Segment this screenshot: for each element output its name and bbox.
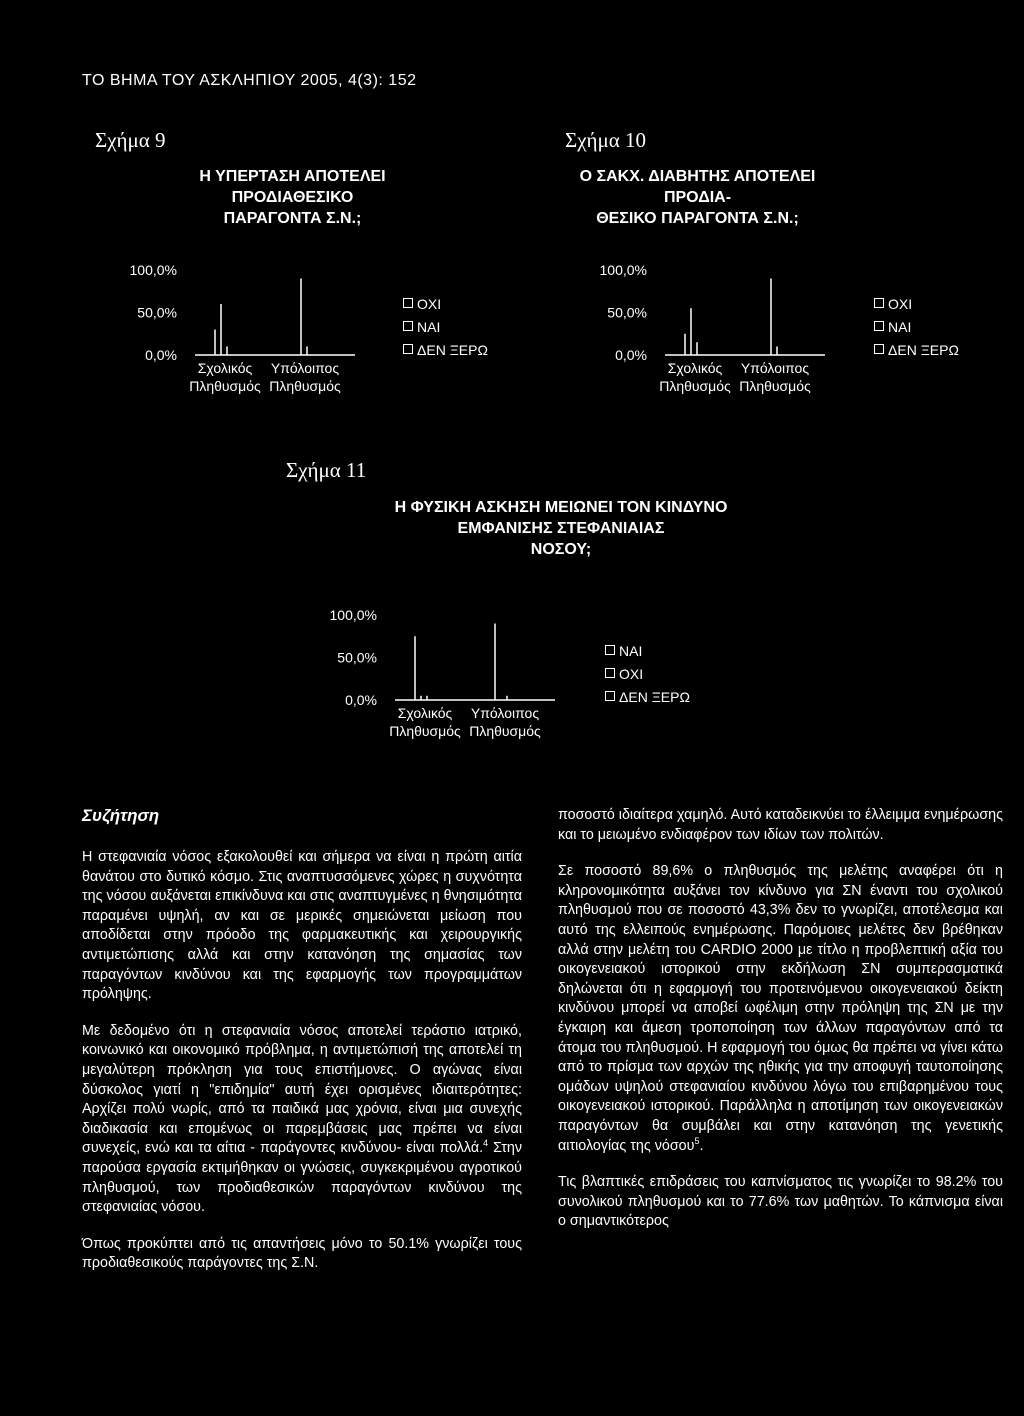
legend-item: ΟΧΙ [874, 293, 959, 316]
paragraph: ποσοστό ιδιαίτερα χαμηλό. Αυτό καταδεικνύει το έλλειμμα ενημέρωσης και το μειωμένο ενδιαφέρον των ιδίων των πολιτών. [558, 807, 1003, 843]
x-tick-label: Υπόλοιπος [470, 705, 540, 721]
legend-item: ΔΕΝ ΞΕΡΩ [403, 339, 488, 362]
x-tick-label: Σχολικός [397, 705, 453, 721]
legend-swatch-icon [605, 645, 615, 655]
y-tick-label: 0,0% [145, 347, 177, 363]
chart-figure-11 [300, 600, 600, 760]
y-tick-label: 100,0% [599, 262, 647, 278]
left-column [82, 848, 522, 1291]
figure-title: Η ΥΠΕΡΤΑΣΗ ΑΠΟΤΕΛΕΙ ΠΡΟΔΙΑΘΕΣΙΚΟ ΠΑΡΑΓΟΝΤΑ Σ.Ν.; [199, 168, 386, 227]
legend-item: ΔΕΝ ΞΕΡΩ [874, 339, 959, 362]
legend-swatch-icon [605, 691, 615, 701]
paragraph: Σε ποσοστό 89,6% ο πληθυσμός της μελέτης αναφέρει ότι η κληρονομικότητα αυξάνει τον κίνδυνο για ΣΝ έναντι του σχολικού πληθυσμού που σε ποσοστό 43,3% δεν το γνωρίζει, αποτέλεσμα και αυτό της ελλειπούς ενημέρωσης. Παρόμοιες μελέτες δεν βρέθηκαν αλλά στην μελέτη του CARDIO 2000 με τίτλο η προβλεπτική αξία του οικογενειακού ιστορικού στην εκδήλωση ΣΝ συμπερασματικά δηλώνεται ότι η εφαρμογή του προτεινόμενου οικογενειακού δείκτη κινδύνου μπορεί να αποβεί ωφέλιμη στην πρόληψη της ΣΝ με την έγκαιρη και άμεση τροποποίηση των άλλων παραγόντων από τα άτομα του πληθυσμού. Η εφαρμογή του όμως θα πρέπει να γίνει κάτω από το πρίσμα των αρχών της ηθικής για την αποφυγή ταυτοποίησης ομάδων υψηλού στεφανιαίου κινδύνου λόγω του επιβαρημένου τους οικογενειακού ιστορικού. Παράλληλα η αποτίμηση των οικογενειακών παραγόντων θα συμβάλει και στην κατανόηση της γενετικής αιτιολογίας της νόσου$^5$. [558, 863, 1003, 1154]
legend-swatch-icon [874, 298, 884, 308]
running-header: ΤΟ ΒΗΜΑ ΤΟΥ ΑΣΚΛΗΠΙΟΥ 2005, 4(3): 152 [82, 72, 417, 89]
y-tick-label: 50,0% [137, 304, 177, 321]
y-tick-label: 100,0% [329, 607, 377, 623]
figure-11-heading [286, 458, 736, 560]
chart-figure-10 [570, 255, 870, 405]
x-tick-label: Πληθυσμός [189, 378, 261, 394]
paragraph: Η στεφανιαία νόσος εξακολουθεί και σήμερα να είναι η πρώτη αιτία θανάτου στο δυτικό κόσμο. Στις αναπτυσσόμενες χώρες η συχνότητα της νόσου αυξάνεται επικίνδυνα και στις αναπτυγμένες η θνησιμότητα παραμένει υψηλή, αν και σε μερικές σημειώνεται μείωση που αποδίδεται στην πρόοδο της φαρμακευτικής και χειρουργικής αντιμετώπισης αλλά και στην κατανόηση της σημασίας των παραγόντων κινδύνου και της εφαρμογής των προγραμμάτων πρόληψης. [82, 849, 522, 1003]
legend-item: ΟΧΙ [605, 663, 690, 686]
paragraph: Με δεδομένο ότι η στεφανιαία νόσος αποτελεί τεράστιο ιατρικό, κοινωνικό και οικονομικό πρόβλημα, η αντιμετώπισή της αποτελεί τη μεγαλύτερη πρόκληση για τους επιστήμονες. Ο αγώνας είναι δύσκολος γιατί η "επιδημία" αυτή έχει ορισμένες ιδιαιτερότητες: Αρχίζει πολύ νωρίς, από τα παιδικά μας χρόνια, είναι μια συνεχής διαδικασία και επομένως οι παρεμβάσεις μας πρέπει να είναι συνεχείς, ενώ και τα αίτια - παράγοντες κινδύνου- είναι πολλά.$^4$ Στην παρούσα εργασία εκτιμήθηκαν οι γνώσεις, συγκεκριμένου αγροτικού πληθυσμού, των προδιαθεσικών παραγόντων κινδύνου της στεφανιαίας νόσου. [82, 1022, 522, 1216]
legend-swatch-icon [403, 344, 413, 354]
paragraph: Τις βλαπτικές επιδράσεις του καπνίσματος τις γνωρίζει το 98.2% του συνολικού πληθυσμού και το 77.6% των μαθητών. Το κάπνισμα είναι ο σημαντικότερος [558, 1174, 1003, 1230]
legend-swatch-icon [605, 668, 615, 678]
legend-item: ΔΕΝ ΞΕΡΩ [605, 686, 690, 709]
section-title: Συζήτηση [82, 806, 160, 825]
figure-10-heading [565, 128, 945, 229]
footnote-ref: 5 [694, 1135, 700, 1146]
legend-figure-9 [403, 293, 488, 362]
x-tick-label: Πληθυσμός [659, 378, 731, 394]
figure-number: Σχήμα 11 [286, 458, 367, 482]
legend-swatch-icon [403, 321, 413, 331]
legend-swatch-icon [874, 321, 884, 331]
x-tick-label: Σχολικός [197, 360, 253, 376]
x-tick-label: Υπόλοιπος [270, 360, 340, 376]
y-tick-label: 0,0% [345, 692, 377, 708]
legend-item: ΝΑΙ [403, 316, 488, 339]
right-column [558, 806, 1003, 1249]
legend-item: ΟΧΙ [403, 293, 488, 316]
legend-swatch-icon [874, 344, 884, 354]
x-tick-label: Πληθυσμός [269, 378, 341, 394]
x-tick-label: Πληθυσμός [389, 723, 461, 739]
chart-figure-9 [100, 255, 400, 405]
footnote-ref: 4 [483, 1138, 489, 1149]
legend-figure-10 [874, 293, 959, 362]
x-tick-label: Πληθυσμός [469, 723, 541, 739]
figure-number: Σχήμα 9 [95, 128, 166, 152]
y-tick-label: 100,0% [129, 262, 177, 278]
figure-number: Σχήμα 10 [565, 128, 647, 152]
figure-title: Η ΦΥΣΙΚΗ ΑΣΚΗΣΗ ΜΕΙΩΝΕΙ ΤΟΝ ΚΙΝΔΥΝΟ ΕΜΦΑΝΙΣΗΣ ΣΤΕΦΑΝΙΑΙΑΣ ΝΟΣΟΥ; [394, 499, 728, 558]
y-tick-label: 50,0% [337, 649, 377, 666]
legend-item: ΝΑΙ [874, 316, 959, 339]
x-tick-label: Πληθυσμός [739, 378, 811, 394]
paragraph: Όπως προκύπτει από τις απαντήσεις μόνο το 50.1% γνωρίζει τους προδιαθεσικούς παράγοντες της Σ.Ν. [82, 1235, 522, 1272]
figure-9-heading [95, 128, 475, 229]
x-tick-label: Σχολικός [667, 360, 723, 376]
y-tick-label: 50,0% [607, 304, 647, 321]
figure-title: Ο ΣΑΚΧ. ΔΙΑΒΗΤΗΣ ΑΠΟΤΕΛΕΙ ΠΡΟΔΙΑ- ΘΕΣΙΚΟ ΠΑΡΑΓΟΝΤΑ Σ.Ν.; [579, 168, 816, 227]
legend-swatch-icon [403, 298, 413, 308]
y-tick-label: 0,0% [615, 347, 647, 363]
legend-item: ΝΑΙ [605, 640, 690, 663]
legend-figure-11 [605, 640, 690, 709]
x-tick-label: Υπόλοιπος [740, 360, 810, 376]
